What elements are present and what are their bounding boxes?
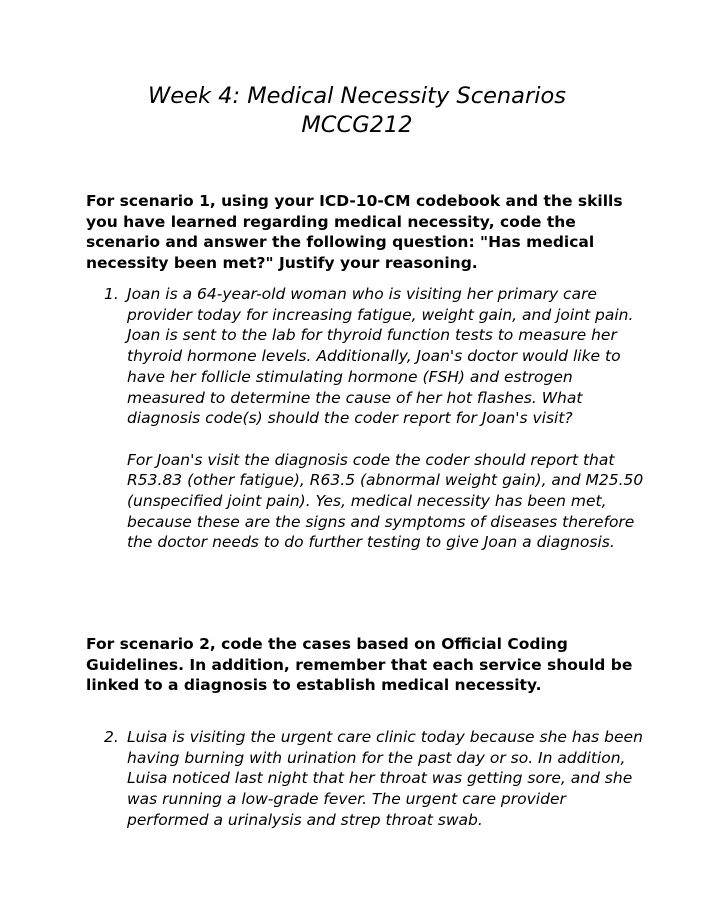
scenario-1-number: 1.	[104, 285, 119, 303]
scenario-1-answer: For Joan's visit the diagnosis code the coder should report that R53.83 (other fatigue), R63.5 (abnormal weight gain), and M25.50 (unspecified joint pain). Yes, medical necessity has been met, because these are the signs and symptoms of diseases therefore the doctor needs to do further testing to give Joan a diagnosis.	[127, 450, 644, 552]
scenario-2-text: Luisa is visiting the urgent care clinic today because she has been having burning with urination for the past day or so. In addition, Luisa noticed last night that her throat was getting sore, and she was running a low-grade fever. The urgent care provider performed a urinalysis and strep throat swab.	[127, 728, 643, 829]
scenario-2-instructions: For scenario 2, code the cases based on Official Coding Guidelines. In addition, remember that each service should be linked to a diagnosis to establish medical necessity.	[86, 635, 633, 695]
scenario-2-number: 2.	[104, 728, 119, 746]
title-line-2: MCCG212	[301, 112, 413, 138]
page-title	[0, 82, 714, 140]
scenario-1-item	[104, 284, 644, 553]
scenario-1-instructions: For scenario 1, using your ICD-10-CM codebook and the skills you have learned regarding medical necessity, code the scenario and answer the following question: "Has medical necessity been met?" Justify your reasoning.	[86, 192, 623, 273]
scenario-2-item	[104, 727, 644, 831]
scenario-1-text: Joan is a 64-year-old woman who is visiting her primary care provider today for increasing fatigue, weight gain, and joint pain. Joan is sent to the lab for thyroid function tests to measure her thyroid hormone levels. Additionally, Joan's doctor would like to have her follicle stimulating hormone (FSH) and estrogen measured to determine the cause of her hot flashes. What diagnosis code(s) should the coder report for Joan's visit?	[127, 285, 634, 428]
title-line-1: Week 4: Medical Necessity Scenarios	[148, 83, 566, 109]
